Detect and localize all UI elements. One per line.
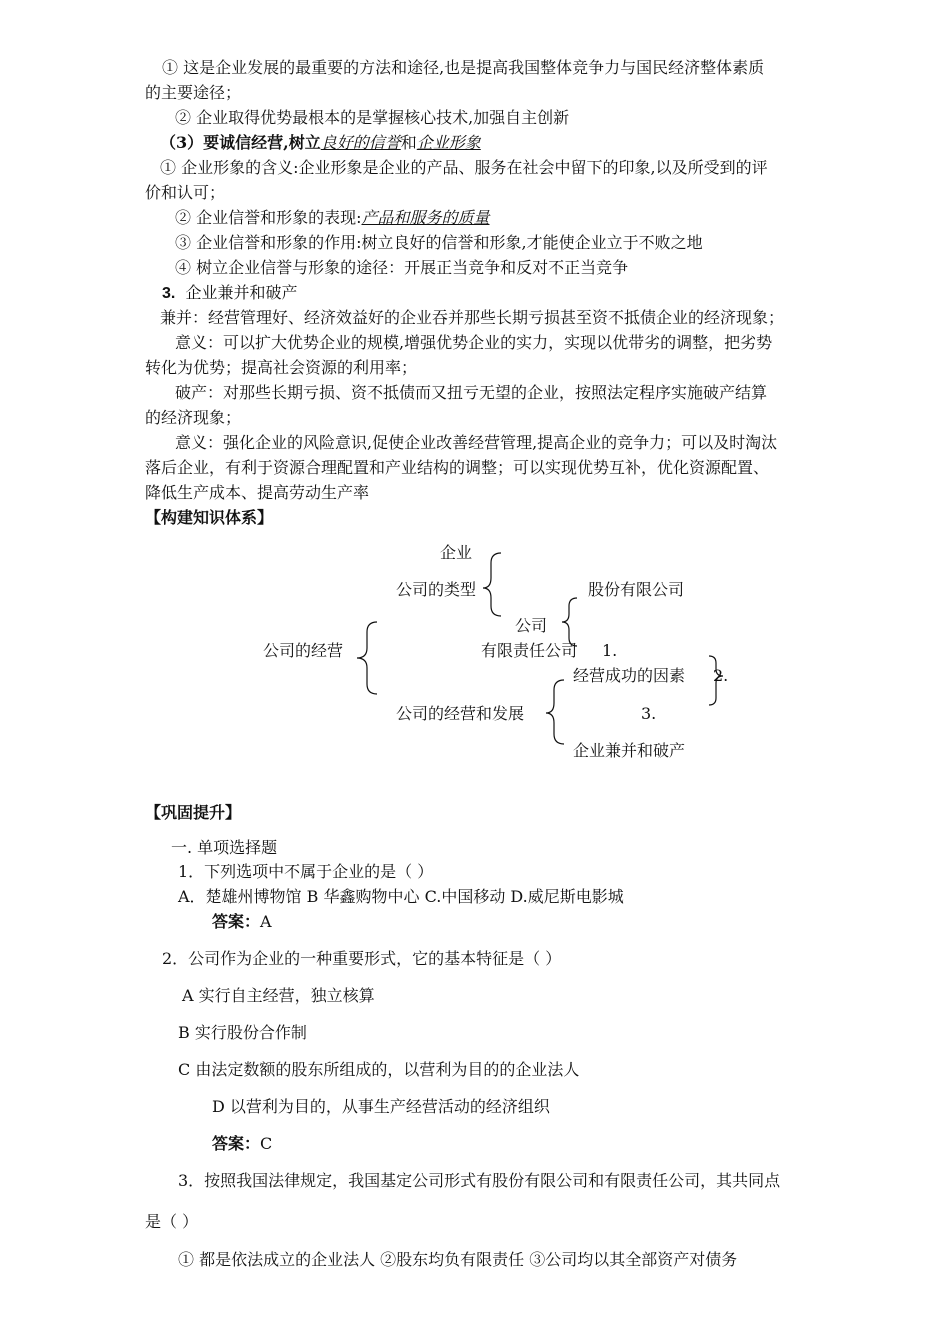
diagram-label: 企业兼并和破产 [573,741,686,760]
text-line: ① 企业形象的含义:企业形象是企业的产品、服务在社会中留下的印象,以及所受到的评 [160,158,768,177]
brace-company-types [483,553,501,616]
answer-label: 答案： [212,1134,261,1153]
text-line: 落后企业，有利于资源合理配置和产业结构的调整；可以实现优势互补，优化资源配置、 [145,458,770,477]
underlined-term: 产品和服务的质量 [361,208,490,227]
underlined-term: 良好的信誉 [320,133,401,152]
text-segment: （3）要诚信经营,树立 [160,133,321,152]
text-line: 破产：对那些长期亏损、资不抵债而又扭亏无望的企业，按照法定程序实施破产结算 [175,383,768,402]
text-segment: ② 企业信誉和形象的表现: [175,208,362,227]
brace-success-factors [709,656,723,705]
diagram-label: 有限责任公司 [481,641,578,660]
diagram-label: 股份有限公司 [588,580,685,599]
answer [212,1134,272,1154]
question: 是（ ） [145,1212,199,1231]
answer-value: A [260,912,272,931]
text-line: 的经济现象； [145,408,242,427]
diagram-label: 2. [713,666,729,685]
question: 2．公司作为企业的一种重要形式，它的基本特征是（ ） [162,949,562,968]
answer-label: 答案： [212,912,261,931]
diagram-label: 企业 [440,543,473,562]
diagram-label: 1. [602,641,618,660]
text-segment: 企业兼并和破产 [185,283,298,302]
answer-value: C [260,1134,273,1153]
section-number: 3. [162,285,176,302]
answer [212,912,272,932]
text-line: 降低生产成本、提高劳动生产率 [145,483,370,502]
brace-company-operation [357,622,377,694]
text-line: ① 这是企业发展的最重要的方法和途径,也是提高我国整体竞争力与国民经济整体素质 [162,58,765,77]
text-line: ② 企业取得优势最根本的是掌握核心技术,加强自主创新 [175,108,570,127]
question-option: B 实行股份合作制 [178,1023,307,1042]
question-option: D 以营利为目的，从事生产经营活动的经济组织 [212,1097,550,1116]
part-title: 一. 单项选择题 [171,838,278,857]
brace-operation-dev [546,680,564,744]
section-heading: 【构建知识体系】 [145,508,274,527]
question-options: ① 都是依法成立的企业法人 ②股东均负有限责任 ③公司均以其全部资产对债务 [178,1250,738,1269]
brace-company [562,598,577,646]
text-line: 兼并：经营管理好、经济效益好的企业吞并那些长期亏损甚至资不抵债企业的经济现象； [160,308,785,327]
text-line: 意义：强化企业的风险意识,促使企业改善经营管理,提高企业的竞争力；可以及时淘汰 [175,433,778,452]
question-option: C 由法定数额的股东所组成的，以营利为目的的企业法人 [178,1060,580,1079]
text-segment: 和 [400,133,417,152]
text-line: 价和认可； [145,183,226,202]
diagram-label: 经营成功的因素 [573,666,686,685]
question-options: A．楚雄州博物馆 B 华鑫购物中心 C.中国移动 D.威尼斯电影城 [178,887,624,906]
diagram-label: 3. [641,704,657,723]
question-option: A 实行自主经营，独立核算 [182,986,375,1005]
question: 1．下列选项中不属于企业的是（ ） [178,862,434,881]
underlined-term: 企业形象 [416,133,481,152]
diagram-label: 公司 [515,616,548,635]
diagram-label: 公司的类型 [396,580,477,599]
diagram-label: 公司的经营 [263,641,344,660]
text-line: 的主要途径； [145,83,242,102]
section-heading: 【巩固提升】 [145,803,242,822]
text-line: 转化为优势；提高社会资源的利用率； [145,358,418,377]
text-line: ③ 企业信誉和形象的作用:树立良好的信誉和形象,才能使企业立于不败之地 [175,233,703,252]
text-line: ④ 树立企业信誉与形象的途径：开展正当竞争和反对不正当竞争 [175,258,629,277]
question: 3．按照我国法律规定，我国基定公司形式有股份有限公司和有限责任公司，其共同点 [178,1171,781,1190]
diagram-label: 公司的经营和发展 [396,704,525,723]
text-line: 意义：可以扩大优势企业的规模,增强优势企业的实力，实现以优带劣的调整，把劣势 [175,333,773,352]
